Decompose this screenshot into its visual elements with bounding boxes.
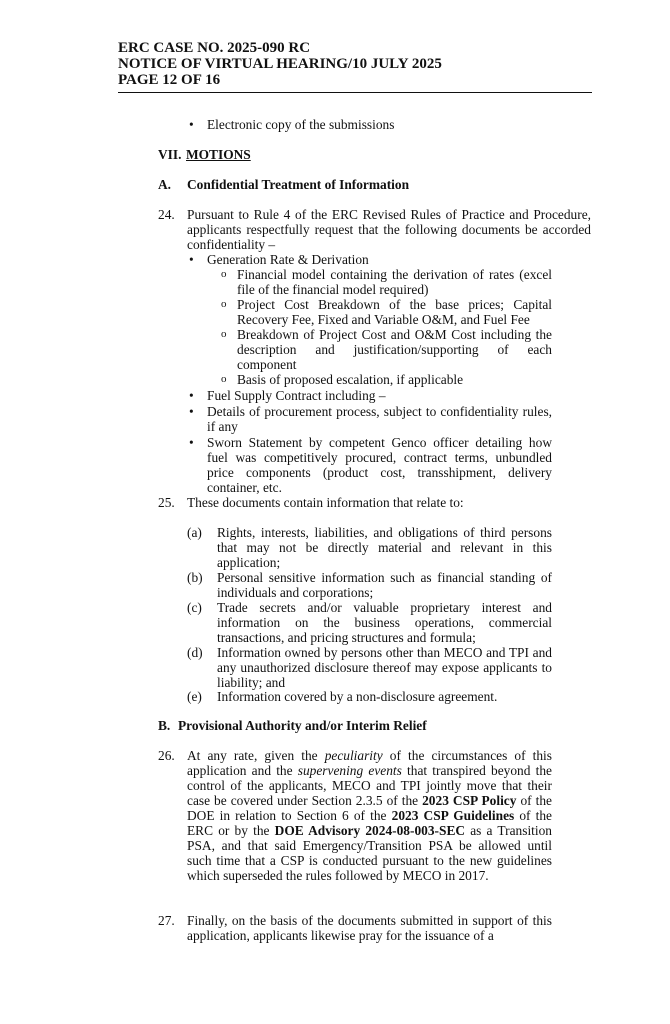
paragraph-number: 24. bbox=[158, 207, 175, 222]
subsection-letter: B. bbox=[158, 718, 171, 733]
case-number: ERC CASE NO. 2025-090 RC bbox=[118, 40, 311, 56]
item-label: (a) bbox=[187, 525, 202, 540]
list-item: • Details of procurement process, subject to confidentiality rules, if any bbox=[207, 404, 552, 434]
sub-list-item: o Breakdown of Project Cost and O&M Cost including the description and justification/supporting of each component bbox=[237, 327, 552, 372]
item-label: (c) bbox=[187, 600, 202, 615]
sub-list-item: o Basis of proposed escalation, if applicable bbox=[237, 372, 463, 387]
item-text: Personal sensitive information such as financial standing of individuals and corporations; bbox=[217, 570, 552, 600]
paragraph-number: 25. bbox=[158, 495, 175, 510]
list-item: • Sworn Statement by competent Genco officer detailing how fuel was competitively procured, contract terms, unbundled price components (product cost, transshipment, delivery container, etc. bbox=[207, 435, 552, 495]
item-label: (b) bbox=[187, 570, 203, 585]
item-text: Trade secrets and/or valuable proprietary interest and information on the business operations, commercial transactions, and pricing structures and formula; bbox=[217, 600, 552, 645]
sub-list-item: o Project Cost Breakdown of the base prices; Capital Recovery Fee, Fixed and Variable O&M, and Fuel Fee bbox=[237, 297, 552, 327]
paragraph-number: 26. bbox=[158, 748, 175, 763]
subsection-title: Confidential Treatment of Information bbox=[187, 177, 410, 192]
paragraph-text: Finally, on the basis of the documents submitted in support of this application, applicants likewise pray for the issuance of a bbox=[187, 913, 552, 943]
list-item: • Electronic copy of the submissions bbox=[207, 117, 394, 132]
section-number: VII. bbox=[158, 147, 182, 162]
item-label: (d) bbox=[187, 645, 203, 660]
subsection-title: Provisional Authority and/or Interim Relief bbox=[178, 718, 427, 733]
item-text: Information covered by a non-disclosure agreement. bbox=[217, 689, 498, 704]
paragraph-text: Pursuant to Rule 4 of the ERC Revised Rules of Practice and Procedure, applicants respectfully request that the following documents be accorded confidentiality – bbox=[187, 207, 591, 252]
notice-title: NOTICE OF VIRTUAL HEARING/10 JULY 2025 bbox=[118, 56, 442, 72]
paragraph-text: At any rate, given the peculiarity of the circumstances of this application and the supervening events that transpired beyond the control of the applicants, MECO and TPI jointly move that their case be covered under Section 2.3.5 of the 2023 CSP Policy of the DOE in relation to Section 6 of the 2023 CSP Guidelines of the ERC or by the DOE Advisory 2024-08-003-SEC as a Transition PSA, and that said Emergency/Transition PSA be allowed until such time that a CSP is conducted pursuant to the new guidelines which superseded the rules followed by MECO in 2017. bbox=[187, 748, 552, 883]
list-item: • Fuel Supply Contract including – bbox=[207, 388, 386, 403]
subsection-letter: A. bbox=[158, 177, 172, 192]
paragraph-text: These documents contain information that relate to: bbox=[187, 495, 464, 510]
item-text: Rights, interests, liabilities, and obligations of third persons that may not be directly material and relevant in this application; bbox=[217, 525, 552, 570]
header-rule bbox=[118, 92, 592, 93]
sub-list-item: o Financial model containing the derivation of rates (excel file of the financial model required) bbox=[237, 267, 552, 297]
item-label: (e) bbox=[187, 689, 202, 704]
section-title: MOTIONS bbox=[186, 147, 251, 162]
paragraph-number: 27. bbox=[158, 913, 175, 928]
page-number: PAGE 12 OF 16 bbox=[118, 72, 221, 88]
list-item: • Generation Rate & Derivation bbox=[207, 252, 369, 267]
item-text: Information owned by persons other than MECO and TPI and any unauthorized disclosure thereof may expose applicants to liability; and bbox=[217, 645, 552, 690]
page-header bbox=[118, 40, 442, 88]
